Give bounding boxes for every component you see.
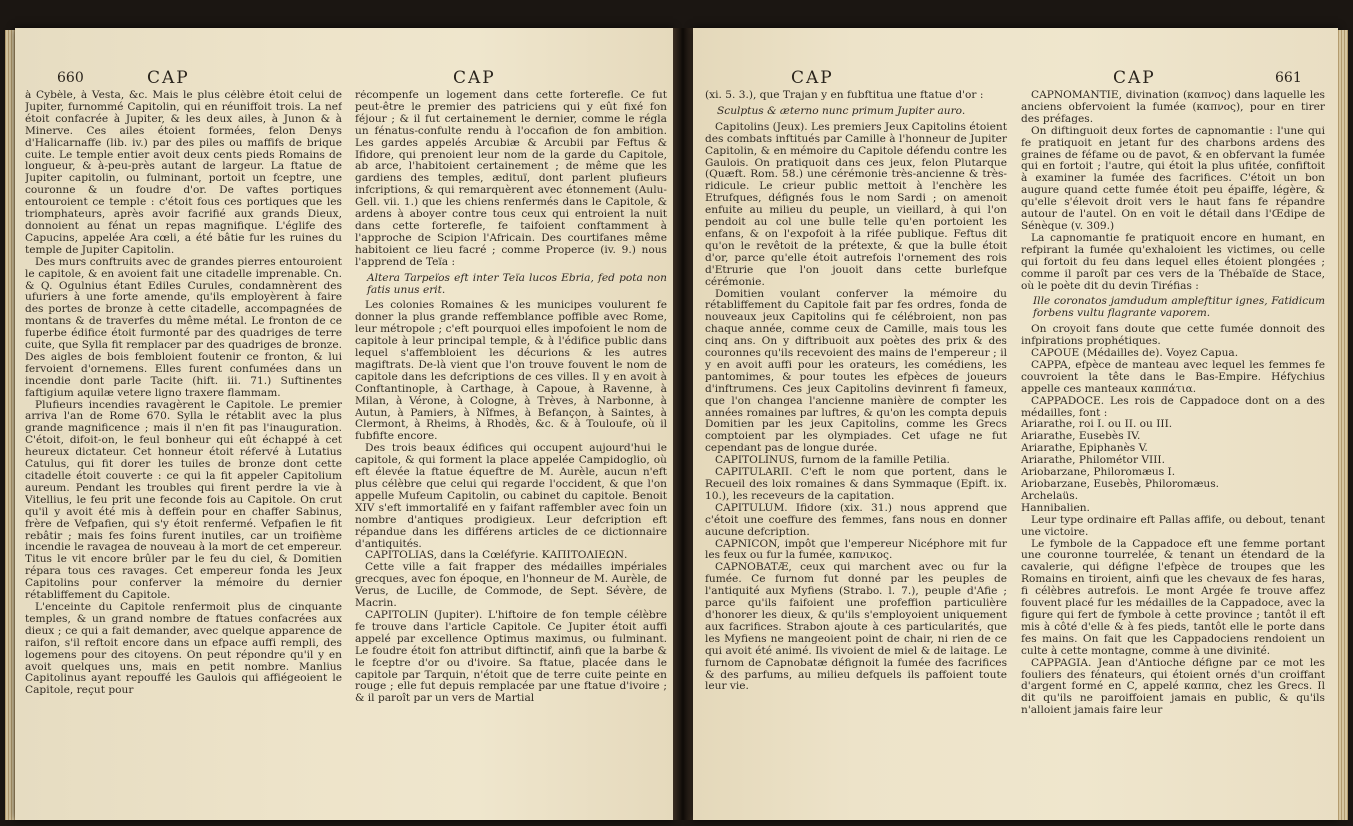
paragraph: CAPITULARII. C'eft le nom que portent, dans le Recueil des loix romaines & dans Symmaque (Epift. ix. 10.), les receveurs de la capitation. [705,466,1007,502]
paragraph: CAPPA, efpèce de manteau avec lequel les femmes fe couvroient la tête dans le Bas-Empire. Héfychius appelle ces manteaux καππάτια. [1021,358,1325,395]
paragraph: Les colonies Romaines & les municipes voulurent fe donner la plus grande reffemblance poffible avec Rome, leur métropole ; c'eft pourquoi elles impofoient le nom de capitole à leur principal temple, & à l'édifice public dans lequel s'affembloient les décurions & les autres magiftrats. De-là vient que l'on trouve fouvent le nom de capitole dans les defcriptions de ces villes. Il y en avoit à Conftantinople, à Carthage, à Capoue, à Ravenne, à Milan, à Vérone, à Cologne, à Trèves, à Narbonne, à Autun, à Pamiers, à Nîfmes, à Befançon, à Saintes, à Clermont, à Rheims, à Rhodès, &c. & à Touloufe, où il fubfifte encore. [355,299,667,443]
paragraph: CAPITOLIN (Jupiter). L'hiftoire de fon temple célèbre fe trouve dans l'article Capitole. Ce Jupiter étoit auffi appelé par excellence Optimus maximus, ou fulminant. Le foudre étoit fon attribut diftinctif, ainfi que la barbe & le fceptre d'or ou d'ivoire. Sa ftatue, placée dans le capitole par Tarquin, n'étoit que de terre cuite peinte en rouge ; elle fut depuis remplacée par une ftatue d'ivoire ; & il paroît par un vers de Martial [355,608,667,705]
paragraph: Capitolins (Jeux). Les premiers Jeux Capitolins étoient des combats inftitués par Camille à l'honneur de Jupiter Capitolin, & en mémoire du Capitole défendu contre les Gaulois. On pratiquoit dans ces jeux, felon Plutarque (Quæft. Rom. 58.) une cérémonie très-ancienne & très-ridicule. Le crieur public mettoit à l'enchère les Etrufques, défignés fous le nom Sardi ; on amenoit enfuite au milieu du peuple, un vieillard, à qui l'on pendoit au col une bulle telle qu'en portoient les enfans, & on l'expofoit à la rifée publique. Feftus dit qu'on le revêtoit de la prétexte, & que la bulle étoit d'or, parce qu'elle étoit autrefois l'ornement des rois d'Etrurie que l'on jouoit dans cette burlefque cérémonie. [705,120,1007,288]
paragraph: Leur type ordinaire eft Pallas affife, ou debout, tenant une victoire. [1021,513,1325,538]
paragraph: Des trois beaux édifices qui occupent aujourd'hui le capitole, & qui forment la place appelée Campidoglio, où eft élevée la ftatue équeftre de M. Aurèle, aucun n'eft plus célèbre que celui qui regarde l'occident, & que l'on appelle Mufeum Capitolin, ou cabinet du capitole. Benoit XIV s'eft immortalifé en y faifant raffembler avec foin un nombre d'antiques prodigieux. Leur defcription eft répandue dans les différens articles de ce dictionnaire d'antiquités. [355,442,667,550]
left-page [15,28,673,820]
verse-quote: Sculptus & æterno nunc primum Jupiter auro. [717,104,966,117]
paragraph: CAPITOLINUS, furnom de la famille Petilia. [715,454,950,467]
running-header: CAP [791,68,834,88]
paragraph: Plufieurs incendies ravagèrent le Capitole. Le premier arriva l'an de Rome 670. Sylla le rétablit avec la plus grande magnificence ; mais il n'en fit pas l'inauguration. C'étoit, difoit-on, le feul bonheur qui eût échappé à cet heureux dictateur. Cet honneur étoit réfervé à Lutatius Catulus, qui fit dorer les tuiles de bronze dont cette citadelle étoit couverte : ce qui la fit appeler Capitolium aureum. Pendant les troubles qui firent perdre la vie à Vitellius, le feu prit une feconde fois au Capitole. On crut qu'il y avoit été mis à deffein pour en chaffer Sabinus, frère de Vefpafien, qui s'y étoit renfermé. Vefpafien le fit rebâtir ; mais fes foins furent inutiles, car un troifième incendie le ravagea de nouveau à la mort de cet empereur. Titus le vit encore brûler par le feu du ciel, & Domitien répara tous ces ravages. Cet empereur fonda les Jeux Capitolins pour conferver la mémoire du dernier rétabliffement du Capitole. [25,398,342,602]
right-page [693,28,1338,820]
verse-quote: Altera Tarpeïos eft inter Teïa lucos Ebria, fed pota non fatis unus erit. [367,271,667,296]
text-column [355,90,667,815]
paragraph: Des murs conftruits avec de grandes pierres entouroient le capitole, & en avoient fait une citadelle imprenable. Cn. & Q. Ogulnius étant Ediles Curules, condamnèrent des ufuriers à une forte amende, qu'ils employèrent à faire des portes de bronze à cette citadelle, accompagnées de montans & de traverfes du même métal. Le fronton de ce fuperbe édifice étoit furmonté par des quadriges de terre cuite, que Sylla fit remplacer par des quadriges de bronze. Des aigles de bois fembloient foutenir ce fronton, & lui fervoient d'ornemens. Elles furent confumées dans un incendie dont parle Tacite (hift. iii. 71.) Suftinentes faftigium aquilæ vetere ligno traxere flammam. [25,255,342,399]
list-item: Ariobarzane, Philoromæus I. [1021,466,1176,479]
page-edges-right [1338,30,1348,820]
list-item: Ariarathe, Eusebès IV. [1021,430,1141,443]
page-number: 660 [57,70,84,86]
paragraph: CAPNOMANTIE, divination (καπνος) dans laquelle les anciens obfervoient la fumée (καπνος), pour en tirer des préfages. [1021,90,1325,125]
paragraph: La capnomantie fe pratiquoit encore en humant, en refpirant la fumée qu'exhaloient les victimes, ou celle qui fortoit du feu dans lequel elles étoient plongées ; comme il paroît par ces vers de la Thébaïde de Stace, où le poète dit du devin Tiréfias : [1021,231,1325,292]
paragraph: CAPPADOCE. Les rois de Cappadoce dont on a des médailles, font : [1021,394,1325,419]
text-column [705,90,1007,815]
page-edges-left [5,30,15,820]
paragraph: (xi. 5. 3.), que Trajan y en fubftitua une ftatue d'or : [705,90,984,101]
paragraph: CAPPAGIA. Jean d'Antioche défigne par ce mot les fouliers des fénateurs, qui étoient ornés d'un croiffant d'argent formé en C, appelé καππα, chez les Grecs. Il dit qu'ils ne paroiffoient jamais en public, & qu'ils n'alloient jamais faire leur [1021,656,1325,717]
paragraph: CAPOUE (Médailles de). Voyez Capua. [1031,347,1239,360]
paragraph: CAPNICON, impôt que l'empereur Nicéphore mit fur les feux ou fur la fumée, καπνικος. [705,537,1007,562]
paragraph: récompenfe un logement dans cette forterefle. Ce fut peut-être le premier des patriciens qui y eût fixé fon féjour ; & il fut certainement le dernier, comme le régla un fénatus-confulte rendu à l'occafion de fon ambition. Les gardes appelés Arcubiæ & Arcubii par Feftus & Ifidore, qui prenoient leur nom de la garde du Capitole, ab arce, l'habitoient certainement ; de même que les gardiens des temples, ædituï, dont parlent plufieurs infcriptions, & qui remarquèrent avec étonnement (Aulu-Gell. vii. 1.) que les chiens renfermés dans le Capitole, & ardens à aboyer contre tous ceux qui entroient la nuit dans cette forterefle, fe taifoient conftamment à l'approche de Scipion l'Africain. Des courtifanes même habitoient ce lieu facré ; comme Properce (iv. 9.) nous l'apprend de Teïa : [355,90,667,268]
book-gutter [673,28,693,820]
text-column [1021,90,1325,815]
list-item: Ariarathe, roi I. ou II. ou III. [1021,418,1173,431]
paragraph: On croyoit fans doute que cette fumée donnoit des infpirations prophétiques. [1021,323,1325,348]
list-item: Ariobarzane, Eusebès, Philoromæus. [1021,478,1220,490]
running-header: CAP [1113,68,1156,88]
list-item: Archelaüs. [1021,489,1079,502]
paragraph: Cette ville a fait frapper des médailles impériales grecques, avec fon époque, en l'honneur de M. Aurèle, de Verus, de Lucille, de Commode, de Sept. Sévère, de Macrin. [355,561,667,610]
paragraph: Le fymbole de la Cappadoce eft une femme portant une couronne tourrelée, & tenant un étendard de la cavalerie, qui défigne l'efpèce de troupes que les Romains en tiroient, ainfi que les chevaux de fes haras, fi célèbres autrefois. Le mont Argée fe trouve affez fouvent placé fur les médailles de la Cappadoce, avec la figure qui fert de fymbole à cette province ; tantôt il eft mis à côté d'elle & à fes pieds, tantôt elle le porte dans fes mains. On fait que les Cappadociens rendoient un culte à cette montagne, comme à une divinité. [1021,537,1325,657]
paragraph: Domitien voulant conferver la mémoire du rétabliffement du Capitole fait par fes ordres, fonda de nouveaux jeux Capitolins qui fe célébroient, non pas chaque année, comme ceux de Camille, mais tous les cinq ans. On y diftribuoit aux poètes des prix & des couronnes qu'ils recevoient des mains de l'empereur ; il y en avoit auffi pour les orateurs, les comédiens, les pantomimes, & pour toutes les efpèces de joueurs d'inftrumens. Ces jeux Capitolins devinrent fi fameux, que l'on changea l'ancienne manière de compter les années romaines par luftres, & qu'on les compta depuis Domitien par les jeux Capitolins, comme les Grecs comptoient par les olympiades. Cet ufage ne fut cependant pas de longue durée. [705,287,1007,455]
paragraph: L'enceinte du Capitole renfermoit plus de cinquante temples, & un grand nombre de ftatues confacrées aux dieux ; ce qui a fait demander, avec quelque apparence de raifon, s'il reftoit encore dans un efpace auffi rempli, des logemens pour des citoyens. On peut répondre qu'il y en avoit quelques uns, mais en petit nombre. Manlius Capitolinus ayant repouffé les Gaulois qui affiégeoient le Capitole, reçut pour [25,600,342,697]
list-item: Ariarathe, Epiphanès V. [1021,442,1148,455]
running-header: CAP [453,68,496,88]
list-item: Ariarathe, Philométor VIII. [1021,454,1165,467]
paragraph: CAPITULUM. Ifidore (xix. 31.) nous apprend que c'étoit une coeffure des femmes, fans nous en donner aucune defcription. [705,501,1007,538]
paragraph: On diftinguoit deux fortes de capnomantie : l'une qui fe pratiquoit en jetant fur des charbons ardens des graines de féfame ou de pavot, & en obfervant la fumée qui en fortoit ; l'autre, qui étoit la plus ufitée, confiftoit à examiner la fumée des facrifices. C'étoit un bon augure quand cette fumée étoit peu épaiffe, légère, & qu'elle s'élevoit droit vers le haut fans fe répandre autour de l'autel. On en voit le détail dans l'Œdipe de Sénèque (v. 309.) [1021,124,1325,232]
text-column [25,90,342,815]
paragraph: CAPNOBATÆ, ceux qui marchent avec ou fur la fumée. Ce furnom fut donné par les peuples de l'antiquité aux Myfiens (Strabo. l. 7.), peuple d'Afie ; parce qu'ils faifoient une profeffion particulière d'honorer les dieux, & qu'ils s'employoient uniquement aux facrifices. Strabon ajoute à ces particularités, que les Myfiens ne mangeoient point de chair, ni rien de ce qui avoit été animé. Ils vivoient de miel & de laitage. Le furnom de Capnobatæ défignoit la fumée des facrifices & des parfums, au milieu defquels ils paffoient toute leur vie. [705,561,1007,693]
paragraph: à Cybèle, à Vesta, &c. Mais le plus célèbre étoit celui de Jupiter, furnommé Capitolin, qui en réuniffoit trois. La nef étoit confacrée à Jupiter, & les deux ailes, à Junon & à Minerve. Ces ailes étoient formées, felon Denys d'Halicarnaffe (lib. iv.) par des piles ou maffifs de brique cuite. Le temple entier avoit deux cents pieds Romains de longueur, & à-peu-près autant de largeur. La ftatue de Jupiter capitolin, ou fulminant, portoit un fceptre, une couronne & un foudre d'or. De vaftes portiques entouroient ce temple : c'étoit fous ces portiques que les triomphateurs, après avoir facrifié aux grands Dieux, donnoient au fénat un repas magnifique. L'églife des Capucins, appelée Ara cœli, a été bâtie fur les ruines du temple de Jupiter Capitolin. [25,90,342,256]
verse-quote: Ille coronatos jamdudum ampleftitur ignes, Fatidicum forbens vultu flagrante vaporem. [1033,295,1325,320]
paragraph: CAPITOLIAS, dans la Cœléfyrie. ΚΑΠΙΤΟΛΙΕΩΝ. [365,549,628,562]
list-item: Hannibalien. [1021,501,1090,514]
running-header: CAP [147,68,190,88]
page-number: 661 [1275,70,1302,86]
